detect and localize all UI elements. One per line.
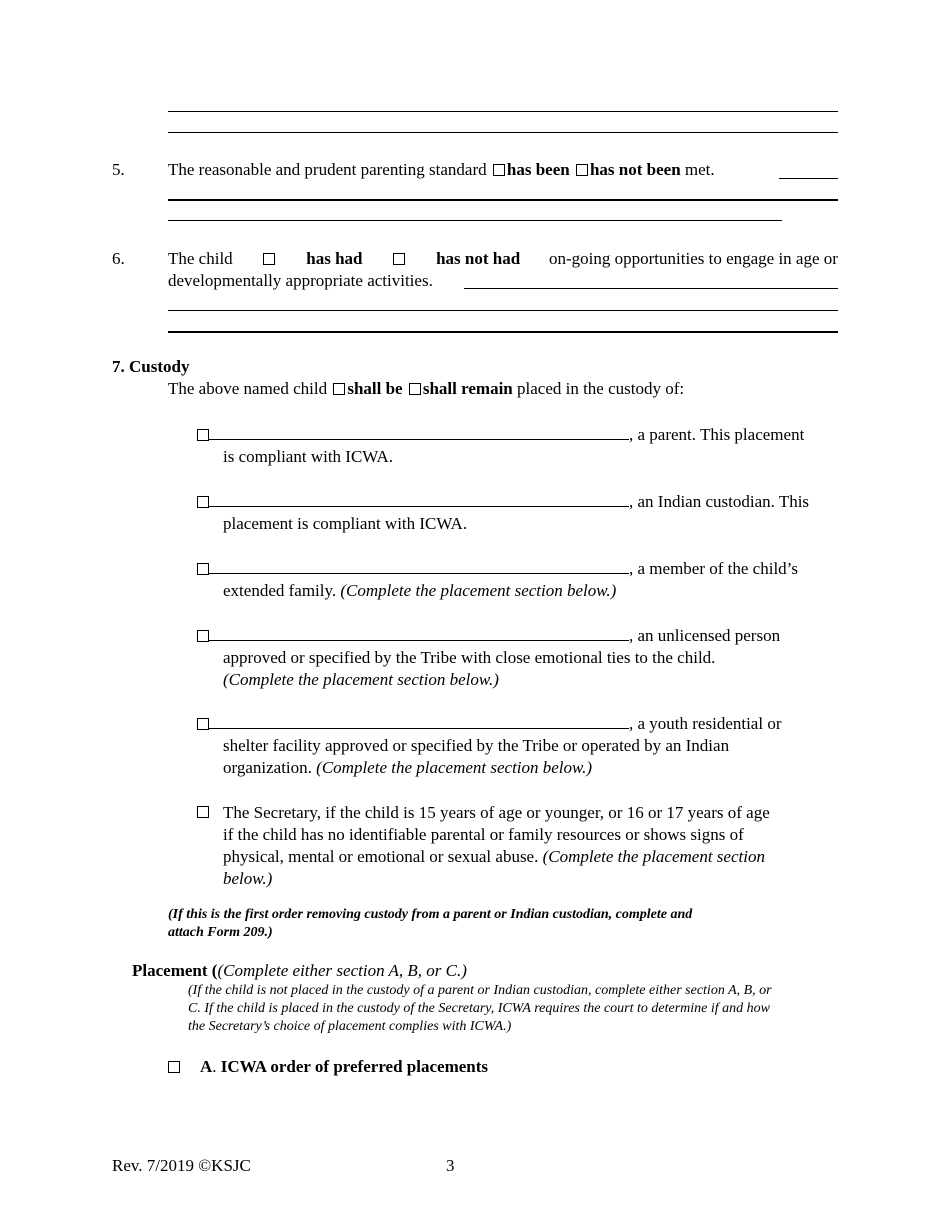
custody-checkbox[interactable] xyxy=(197,496,209,508)
page-number: 3 xyxy=(446,1156,455,1175)
shall-remain-checkbox[interactable] xyxy=(409,383,421,395)
custody-checkbox[interactable] xyxy=(197,718,209,730)
answer-line[interactable] xyxy=(168,199,838,201)
custody-checkbox[interactable] xyxy=(197,630,209,642)
item-5-text: The reasonable and prudent parenting standard has been has not been met. xyxy=(168,160,715,179)
custody-heading: 7. Custody xyxy=(112,357,190,376)
custody-option-youth-residential: , a youth residential or shelter facility approved or specified by the Tribe or operated by an Indian organization. (Complete the placement section below.) xyxy=(197,713,837,779)
name-blank[interactable] xyxy=(209,625,629,641)
custody-checkbox[interactable] xyxy=(197,429,209,441)
custody-option-extended-family: , a member of the child’s extended family. (Complete the placement section below.) xyxy=(197,558,837,602)
custody-option-indian-custodian: , an Indian custodian. This placement is compliant with ICWA. xyxy=(197,491,837,535)
placement-heading: Placement ((Complete either section A, B, or C.) xyxy=(132,961,467,980)
item-6-number: 6. xyxy=(112,249,125,268)
custody-option-unlicensed-person: , an unlicensed person approved or specified by the Tribe with close emotional ties to the child. (Complete the placement section below.) xyxy=(197,625,837,691)
item-6-line2: developmentally appropriate activities. xyxy=(168,271,433,290)
has-been-checkbox[interactable] xyxy=(493,164,505,176)
answer-line[interactable] xyxy=(779,178,838,179)
custody-option-secretary: The Secretary, if the child is 15 years of age or younger, or 16 or 17 years of age if the child has no identifiable parental or family resources or shows signs of physical, mental or emotional or sexual abuse. (Complete the placement section below.) xyxy=(197,802,837,890)
answer-line[interactable] xyxy=(464,288,838,289)
answer-line[interactable] xyxy=(168,220,782,221)
answer-line[interactable] xyxy=(168,132,838,133)
name-blank[interactable] xyxy=(209,558,629,574)
secretary-checkbox[interactable] xyxy=(197,806,209,818)
custody-option-parent: , a parent. This placement is compliant with ICWA. xyxy=(197,424,837,468)
answer-line[interactable] xyxy=(168,310,838,311)
has-had-checkbox[interactable] xyxy=(263,253,275,265)
placement-note: (If the child is not placed in the custody of a parent or Indian custodian, complete either section A, B, or C. If the child is placed in the custody of the Secretary, ICWA requires the court to determine if and how the Secretary’s choice of placement complies with ICWA.) xyxy=(188,983,772,1034)
name-blank[interactable] xyxy=(209,424,629,440)
section-a-heading: A. ICWA order of preferred placements xyxy=(168,1056,488,1078)
revision-footer: Rev. 7/2019 ©KSJC xyxy=(112,1156,251,1175)
answer-line[interactable] xyxy=(168,111,838,112)
custody-checkbox[interactable] xyxy=(197,563,209,575)
has-not-been-checkbox[interactable] xyxy=(576,164,588,176)
custody-intro: The above named child shall be shall remain placed in the custody of: xyxy=(168,379,685,398)
name-blank[interactable] xyxy=(209,491,629,507)
answer-line[interactable] xyxy=(168,331,838,333)
form-209-note: (If this is the first order removing custody from a parent or Indian custodian, complete and attach Form 209.) xyxy=(168,907,693,940)
item-6-text: The child has had has not had on-going opportunities to engage in age or developmentally appropriate activities. xyxy=(168,249,838,290)
name-blank[interactable] xyxy=(209,713,629,729)
has-not-had-checkbox[interactable] xyxy=(393,253,405,265)
section-a-checkbox[interactable] xyxy=(168,1061,180,1073)
shall-be-checkbox[interactable] xyxy=(333,383,345,395)
item-5-number: 5. xyxy=(112,160,125,179)
